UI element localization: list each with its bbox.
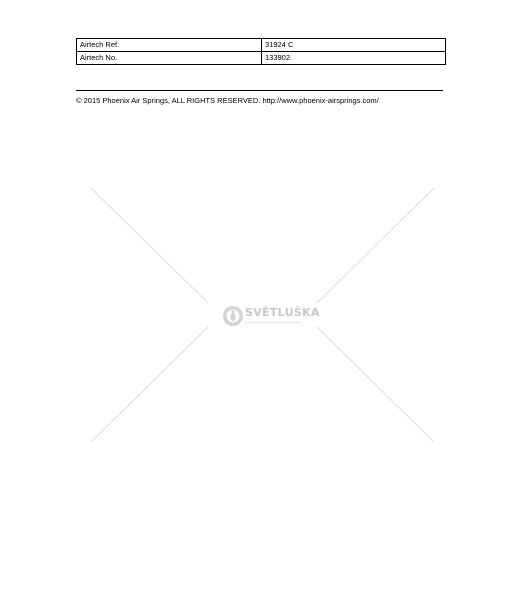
footer-divider: [76, 90, 443, 91]
watermark-tagline-icon: [245, 321, 301, 324]
airtech-ref-value: 31924 C: [262, 39, 446, 52]
placeholder-line-top-right: [317, 188, 434, 303]
spec-table: [76, 38, 446, 65]
watermark-logo: [222, 304, 320, 328]
placeholder-line-bottom-right: [317, 327, 434, 442]
table-row: [77, 39, 446, 52]
airtech-no-value: 133902: [262, 52, 446, 65]
firefly-logo-icon: [222, 304, 244, 328]
placeholder-line-top-left: [91, 188, 208, 303]
table-row: [77, 52, 446, 65]
airtech-ref-label: Airtech Ref.: [77, 39, 262, 52]
airtech-no-label: Airtech No.: [77, 52, 262, 65]
placeholder-line-bottom-left: [91, 327, 208, 442]
watermark-brand-text: SVĚTLUŠKA: [245, 306, 320, 319]
copyright-text: © 2015 Phoenix Air Springs, ALL RIGHTS RESERVED. http://www.phoenix-airsprings.com/: [76, 96, 379, 105]
